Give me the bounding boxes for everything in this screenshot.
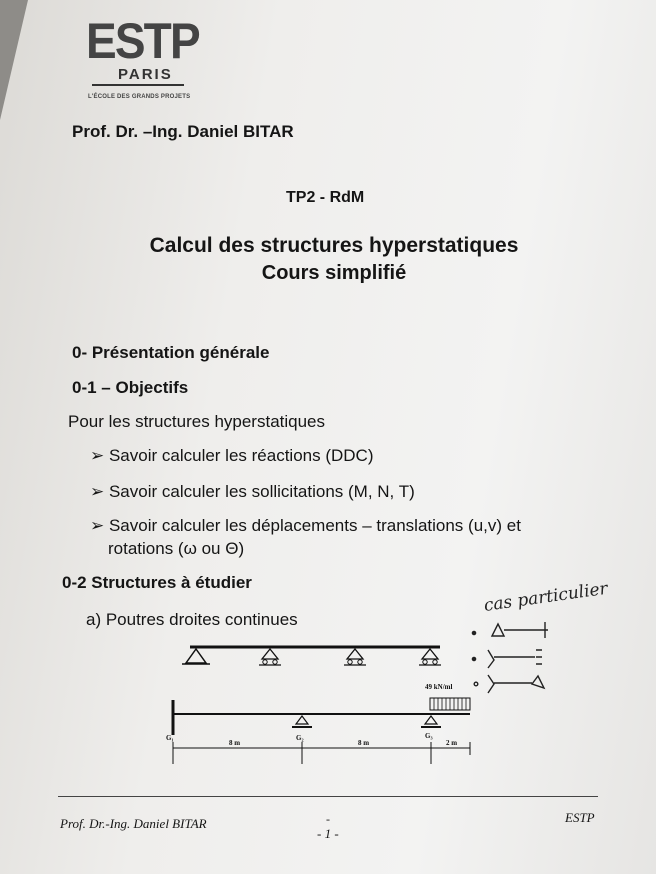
document-subtitle: Cours simplifié bbox=[261, 262, 407, 284]
page-number: - 1 - bbox=[317, 826, 339, 841]
bullet-deplacements-cont: rotations (ω ou Θ) bbox=[108, 539, 245, 558]
document-title: Calcul des structures hyperstatiques bbox=[149, 234, 519, 257]
support-label-g3: G₃ bbox=[425, 732, 433, 740]
roller-support bbox=[344, 649, 366, 665]
span-label-1: 8 m bbox=[229, 739, 241, 747]
footer-school: ESTP bbox=[565, 810, 595, 825]
handwritten-note: cas particulier bbox=[482, 578, 609, 616]
span-label-2: 8 m bbox=[358, 739, 370, 747]
beam-diagram-lower bbox=[173, 698, 470, 764]
bullet-reactions: ➢ Savoir calculer les réactions (DDC) bbox=[90, 446, 374, 465]
author-name: Prof. Dr. –Ing. Daniel BITAR bbox=[72, 122, 294, 141]
bullet-deplacements: ➢ Savoir calculer les déplacements – translations (u,v) et bbox=[90, 516, 521, 535]
support-label-g2: G₂ bbox=[296, 734, 304, 742]
section-heading-0-1: 0-1 – Objectifs bbox=[72, 378, 189, 397]
section-heading-0: 0- Présentation générale bbox=[72, 343, 270, 362]
footer-author: Prof. Dr.-Ing. Daniel BITAR bbox=[60, 816, 207, 831]
logo-wordmark: ESTP bbox=[86, 13, 199, 69]
footer-dash: - bbox=[326, 812, 330, 826]
footer-rule bbox=[58, 796, 598, 797]
handwritten-cases bbox=[472, 622, 548, 693]
logo-tagline: L'ÉCOLE DES GRANDS PROJETS bbox=[88, 94, 191, 100]
course-code: TP2 - RdM bbox=[286, 189, 365, 206]
section-heading-0-2: 0-2 Structures à étudier bbox=[62, 573, 252, 592]
span-label-3: 2 m bbox=[446, 739, 458, 747]
subsection-a: a) Poutres droites continues bbox=[86, 610, 298, 629]
beam-diagram-upper bbox=[182, 647, 441, 665]
roller-support bbox=[259, 649, 281, 665]
logo-city: PARIS bbox=[118, 66, 173, 83]
support-label-g1: G₁ bbox=[166, 734, 174, 742]
bullet-sollicitations: ➢ Savoir calculer les sollicitations (M, N, T) bbox=[90, 482, 415, 501]
load-label: 49 kN/ml bbox=[425, 683, 453, 691]
intro-text: Pour les structures hyperstatiques bbox=[68, 412, 326, 431]
roller-support bbox=[419, 649, 441, 665]
